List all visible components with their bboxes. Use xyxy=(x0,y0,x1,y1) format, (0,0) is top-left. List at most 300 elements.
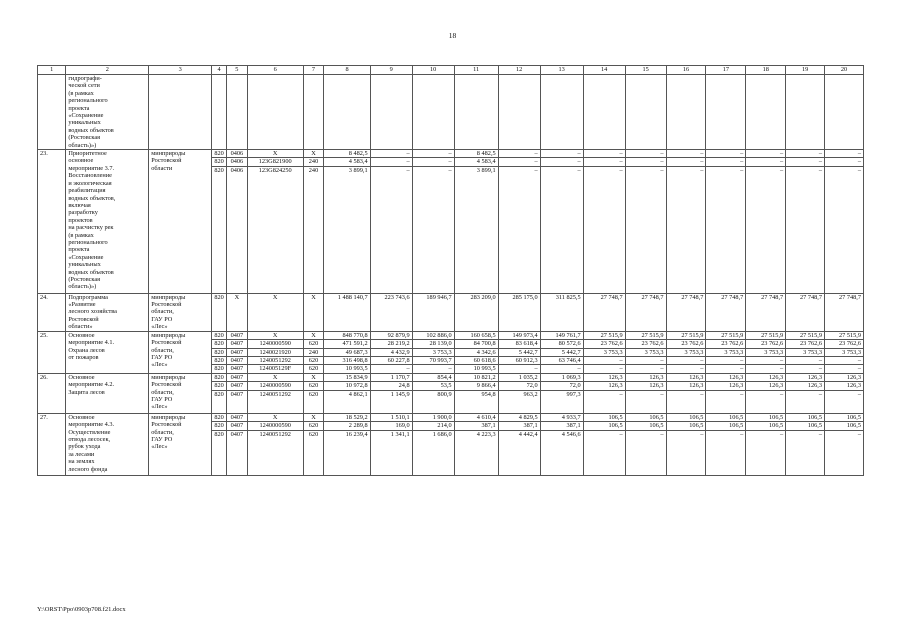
value-cell: – xyxy=(498,150,540,158)
value-cell: 0407 xyxy=(226,422,247,430)
value-cell: 1 170,7 xyxy=(370,373,412,381)
footer-file-path: Y:\ORST\Ppo\0903p708.f21.docx xyxy=(37,606,126,613)
value-cell: – xyxy=(706,390,746,413)
value-cell: 820 xyxy=(212,331,227,339)
value-cell: 126,3 xyxy=(625,382,666,390)
value-cell: 106,5 xyxy=(706,413,746,421)
value-cell: 471 591,2 xyxy=(324,340,370,348)
value-cell: 4 933,7 xyxy=(540,413,583,421)
value-cell: 820 xyxy=(212,382,227,390)
value-cell: 1240051292 xyxy=(247,356,303,364)
header-cell: 17 xyxy=(706,66,746,75)
value-cell: 1 686,0 xyxy=(412,430,454,475)
header-cell: 12 xyxy=(498,66,540,75)
value-cell: 4 546,6 xyxy=(540,430,583,475)
empty-cell xyxy=(825,75,864,150)
value-cell: 620 xyxy=(303,340,324,348)
value-cell: 28 139,0 xyxy=(412,340,454,348)
value-cell: – xyxy=(370,365,412,373)
value-cell: – xyxy=(412,365,454,373)
value-cell: 160 658,5 xyxy=(454,331,498,339)
empty-cell xyxy=(226,75,247,150)
value-cell: 126,3 xyxy=(583,382,625,390)
value-cell: 620 xyxy=(303,422,324,430)
value-cell: 23 762,6 xyxy=(786,340,825,348)
value-cell: 23 762,6 xyxy=(625,340,666,348)
value-cell: 240 xyxy=(303,158,324,166)
value-cell: – xyxy=(786,166,825,293)
value-cell: 106,5 xyxy=(825,422,864,430)
value-cell: 106,5 xyxy=(666,422,706,430)
value-cell: – xyxy=(666,166,706,293)
empty-cell xyxy=(666,75,706,150)
value-cell: – xyxy=(825,356,864,364)
value-cell: – xyxy=(666,356,706,364)
value-cell: – xyxy=(370,158,412,166)
value-cell: 72,0 xyxy=(498,382,540,390)
value-cell: 1 510,1 xyxy=(370,413,412,421)
value-cell: 27 748,7 xyxy=(746,293,786,331)
value-cell: – xyxy=(498,365,540,373)
table-row xyxy=(38,75,864,150)
value-cell: 240 xyxy=(303,166,324,293)
value-cell: 23 762,6 xyxy=(706,340,746,348)
row-number-cell: 26. xyxy=(38,373,66,413)
value-cell: 820 xyxy=(212,356,227,364)
value-cell: 3 753,3 xyxy=(583,348,625,356)
value-cell: – xyxy=(625,356,666,364)
value-cell: 102 886,0 xyxy=(412,331,454,339)
row-number-cell: 27. xyxy=(38,413,66,475)
value-cell: 106,5 xyxy=(746,422,786,430)
value-cell: 0407 xyxy=(226,382,247,390)
value-cell: – xyxy=(825,150,864,158)
value-cell: 820 xyxy=(212,340,227,348)
value-cell: 1 488 140,7 xyxy=(324,293,370,331)
value-cell: 4 342,6 xyxy=(454,348,498,356)
row-number-cell: 25. xyxy=(38,331,66,373)
value-cell: 620 xyxy=(303,430,324,475)
table-row xyxy=(38,331,864,339)
executor-cell: минприроды Ростовской области, ГАУ РО «Лес» xyxy=(149,413,212,475)
value-cell: – xyxy=(666,150,706,158)
value-cell: 149 973,4 xyxy=(498,331,540,339)
activity-name-cell: Основное мероприятие 4.2. Защита лесов xyxy=(66,373,149,413)
value-cell: – xyxy=(625,158,666,166)
value-cell: 1 145,9 xyxy=(370,390,412,413)
value-cell: 285 175,0 xyxy=(498,293,540,331)
value-cell: – xyxy=(666,158,706,166)
activity-name-cell: Основное мероприятие 4.3. Осуществление отвода лесосек, рубок ухода за лесами на землях лесного фонда xyxy=(66,413,149,475)
value-cell: 1240051292 xyxy=(247,430,303,475)
value-cell: 223 743,6 xyxy=(370,293,412,331)
activity-name-cell: Приоритетное основное мероприятие 3.7. Восстановление и экологическая реабилитация водных объектов, включая разработку проектов на расчистку рек (в рамках регионального проекта «Сохранение уникальных водных объектов (Ростовская область)») xyxy=(66,150,149,294)
value-cell: 126,3 xyxy=(666,382,706,390)
value-cell: – xyxy=(666,365,706,373)
table-row xyxy=(38,293,864,331)
value-cell: 1240000590 xyxy=(247,340,303,348)
value-cell: 124005129F xyxy=(247,365,303,373)
value-cell: 1 900,0 xyxy=(412,413,454,421)
value-cell: – xyxy=(786,390,825,413)
value-cell: 60 618,6 xyxy=(454,356,498,364)
value-cell: – xyxy=(625,150,666,158)
value-cell: 0406 xyxy=(226,166,247,293)
value-cell: – xyxy=(583,390,625,413)
value-cell: 80 572,6 xyxy=(540,340,583,348)
value-cell: 28 219,2 xyxy=(370,340,412,348)
value-cell: 4 829,5 xyxy=(498,413,540,421)
value-cell: 49 687,3 xyxy=(324,348,370,356)
value-cell: – xyxy=(540,158,583,166)
value-cell: 820 xyxy=(212,413,227,421)
value-cell: 820 xyxy=(212,348,227,356)
header-cell: 9 xyxy=(370,66,412,75)
value-cell: Х xyxy=(247,293,303,331)
value-cell: 3 753,3 xyxy=(746,348,786,356)
value-cell: 5 442,7 xyxy=(540,348,583,356)
executor-cell: минприроды Ростовской области xyxy=(149,150,212,294)
value-cell: 60 912,3 xyxy=(498,356,540,364)
value-cell: 0407 xyxy=(226,413,247,421)
header-cell: 4 xyxy=(212,66,227,75)
value-cell: 4 583,4 xyxy=(454,158,498,166)
empty-cell xyxy=(706,75,746,150)
value-cell: – xyxy=(746,430,786,475)
header-cell: 7 xyxy=(303,66,324,75)
header-cell: 15 xyxy=(625,66,666,75)
table-row xyxy=(38,413,864,421)
value-cell: 63 746,4 xyxy=(540,356,583,364)
value-cell: 4 442,4 xyxy=(498,430,540,475)
header-cell: 3 xyxy=(149,66,212,75)
value-cell: 106,5 xyxy=(706,422,746,430)
value-cell: – xyxy=(786,158,825,166)
value-cell: 27 748,7 xyxy=(583,293,625,331)
value-cell: Х xyxy=(303,331,324,339)
value-cell: 800,9 xyxy=(412,390,454,413)
value-cell: 1240000590 xyxy=(247,382,303,390)
value-cell: – xyxy=(498,158,540,166)
value-cell: – xyxy=(746,158,786,166)
value-cell: 27 748,7 xyxy=(706,293,746,331)
value-cell: 126,3 xyxy=(706,382,746,390)
value-cell: 620 xyxy=(303,356,324,364)
empty-cell xyxy=(149,75,212,150)
header-cell: 10 xyxy=(412,66,454,75)
value-cell: Х xyxy=(303,150,324,158)
value-cell: – xyxy=(412,166,454,293)
value-cell: 3 899,1 xyxy=(454,166,498,293)
value-cell: – xyxy=(706,356,746,364)
value-cell: 1240000590 xyxy=(247,422,303,430)
header-cell: 1 xyxy=(38,66,66,75)
value-cell: – xyxy=(825,365,864,373)
value-cell: – xyxy=(746,150,786,158)
value-cell: 0407 xyxy=(226,390,247,413)
value-cell: – xyxy=(498,166,540,293)
value-cell: 3 753,3 xyxy=(825,348,864,356)
value-cell: 126,3 xyxy=(825,382,864,390)
value-cell: 3 753,3 xyxy=(666,348,706,356)
value-cell: 1 069,3 xyxy=(540,373,583,381)
value-cell: 27 748,7 xyxy=(825,293,864,331)
value-cell: 387,1 xyxy=(454,422,498,430)
header-cell: 13 xyxy=(540,66,583,75)
value-cell: 23 762,6 xyxy=(666,340,706,348)
value-cell: – xyxy=(706,166,746,293)
value-cell: 283 209,0 xyxy=(454,293,498,331)
value-cell: 10 972,8 xyxy=(324,382,370,390)
empty-cell xyxy=(247,75,303,150)
value-cell: – xyxy=(786,365,825,373)
value-cell: 0407 xyxy=(226,340,247,348)
value-cell: – xyxy=(625,365,666,373)
value-cell: – xyxy=(625,430,666,475)
value-cell: 820 xyxy=(212,422,227,430)
value-cell: 820 xyxy=(212,373,227,381)
empty-cell xyxy=(625,75,666,150)
value-cell: 820 xyxy=(212,166,227,293)
value-cell: – xyxy=(583,430,625,475)
value-cell: 0407 xyxy=(226,430,247,475)
empty-cell xyxy=(324,75,370,150)
value-cell: 27 515,9 xyxy=(666,331,706,339)
header-cell: 8 xyxy=(324,66,370,75)
value-cell: 0407 xyxy=(226,331,247,339)
value-cell: – xyxy=(370,150,412,158)
value-cell: 126,3 xyxy=(625,373,666,381)
value-cell: 60 227,8 xyxy=(370,356,412,364)
value-cell: 0406 xyxy=(226,150,247,158)
value-cell: – xyxy=(825,430,864,475)
value-cell: 620 xyxy=(303,365,324,373)
value-cell: 0407 xyxy=(226,365,247,373)
value-cell: 27 748,7 xyxy=(786,293,825,331)
value-cell: 149 761,7 xyxy=(540,331,583,339)
value-cell: 106,5 xyxy=(666,413,706,421)
empty-cell xyxy=(303,75,324,150)
empty-cell xyxy=(370,75,412,150)
value-cell: 4 862,1 xyxy=(324,390,370,413)
value-cell: 23 762,6 xyxy=(746,340,786,348)
value-cell: 23 762,6 xyxy=(583,340,625,348)
value-cell: 27 748,7 xyxy=(625,293,666,331)
row-number-cell: 23. xyxy=(38,150,66,294)
value-cell: Х xyxy=(247,150,303,158)
value-cell: – xyxy=(540,150,583,158)
value-cell: 1 035,2 xyxy=(498,373,540,381)
value-cell: 123G821900 xyxy=(247,158,303,166)
value-cell: 106,5 xyxy=(746,413,786,421)
value-cell: – xyxy=(625,390,666,413)
value-cell: Х xyxy=(303,373,324,381)
value-cell: 123G824250 xyxy=(247,166,303,293)
value-cell: 963,2 xyxy=(498,390,540,413)
value-cell: – xyxy=(746,166,786,293)
header-cell: 16 xyxy=(666,66,706,75)
empty-cell xyxy=(786,75,825,150)
value-cell: 9 866,4 xyxy=(454,382,498,390)
value-cell: 387,1 xyxy=(540,422,583,430)
value-cell: 27 748,7 xyxy=(666,293,706,331)
empty-cell xyxy=(498,75,540,150)
value-cell: – xyxy=(583,365,625,373)
value-cell: – xyxy=(625,166,666,293)
header-cell: 18 xyxy=(746,66,786,75)
empty-cell xyxy=(746,75,786,150)
value-cell: 1240021920 xyxy=(247,348,303,356)
empty-cell xyxy=(583,75,625,150)
value-cell: 5 442,7 xyxy=(498,348,540,356)
value-cell: 23 762,6 xyxy=(825,340,864,348)
value-cell: – xyxy=(666,430,706,475)
value-cell: 126,3 xyxy=(706,373,746,381)
empty-cell xyxy=(212,75,227,150)
value-cell: 820 xyxy=(212,150,227,158)
value-cell: 106,5 xyxy=(625,413,666,421)
value-cell: 18 529,2 xyxy=(324,413,370,421)
value-cell: 954,8 xyxy=(454,390,498,413)
value-cell: 3 753,3 xyxy=(625,348,666,356)
value-cell: 0407 xyxy=(226,348,247,356)
budget-table xyxy=(37,65,864,476)
value-cell: 240 xyxy=(303,348,324,356)
value-cell: 10 993,5 xyxy=(454,365,498,373)
value-cell: – xyxy=(412,158,454,166)
value-cell: 820 xyxy=(212,293,227,331)
value-cell: Х xyxy=(303,413,324,421)
value-cell: 126,3 xyxy=(786,373,825,381)
executor-cell: минприроды Ростовской области, ГАУ РО «Лес» xyxy=(149,331,212,373)
value-cell: – xyxy=(540,166,583,293)
value-cell: 24,8 xyxy=(370,382,412,390)
value-cell: 311 825,5 xyxy=(540,293,583,331)
value-cell: 27 515,9 xyxy=(786,331,825,339)
value-cell: – xyxy=(786,430,825,475)
value-cell: 15 834,9 xyxy=(324,373,370,381)
value-cell: – xyxy=(706,150,746,158)
value-cell: Х xyxy=(226,293,247,331)
value-cell: 27 515,9 xyxy=(583,331,625,339)
value-cell: 10 993,5 xyxy=(324,365,370,373)
value-cell: 106,5 xyxy=(583,413,625,421)
value-cell: Х xyxy=(247,413,303,421)
activity-name-cell: гидрографи- ческой сети (в рамках регионального проекта «Сохранение уникальных водных объектов (Ростовская область)») xyxy=(66,75,149,150)
value-cell: – xyxy=(583,150,625,158)
value-cell: 27 515,9 xyxy=(825,331,864,339)
value-cell: 997,3 xyxy=(540,390,583,413)
activity-name-cell: Основное мероприятие 4.1. Охрана лесов от пожаров xyxy=(66,331,149,373)
value-cell: 4 610,4 xyxy=(454,413,498,421)
value-cell: 126,3 xyxy=(825,373,864,381)
value-cell: 387,1 xyxy=(498,422,540,430)
value-cell: 126,3 xyxy=(746,382,786,390)
value-cell: 0407 xyxy=(226,373,247,381)
value-cell: 53,5 xyxy=(412,382,454,390)
value-cell: 0407 xyxy=(226,356,247,364)
value-cell: 4 223,3 xyxy=(454,430,498,475)
executor-cell: минприроды Ростовской области, ГАУ РО «Лес» xyxy=(149,293,212,331)
value-cell: 106,5 xyxy=(786,413,825,421)
value-cell: Х xyxy=(247,373,303,381)
value-cell: 1240051292 xyxy=(247,390,303,413)
value-cell: – xyxy=(706,365,746,373)
value-cell: 3 753,3 xyxy=(706,348,746,356)
value-cell: 8 482,5 xyxy=(454,150,498,158)
header-cell: 2 xyxy=(66,66,149,75)
value-cell: 820 xyxy=(212,365,227,373)
header-cell: 6 xyxy=(247,66,303,75)
value-cell: 27 515,9 xyxy=(706,331,746,339)
value-cell: 10 821,2 xyxy=(454,373,498,381)
activity-name-cell: Подпрограмма «Развитие лесного хозяйства Ростовской области» xyxy=(66,293,149,331)
header-cell: 11 xyxy=(454,66,498,75)
value-cell: 106,5 xyxy=(825,413,864,421)
value-cell: 126,3 xyxy=(746,373,786,381)
value-cell: Х xyxy=(303,293,324,331)
value-cell: 106,5 xyxy=(583,422,625,430)
value-cell: – xyxy=(370,166,412,293)
value-cell: – xyxy=(583,356,625,364)
value-cell: 27 515,9 xyxy=(746,331,786,339)
value-cell: – xyxy=(786,356,825,364)
value-cell: – xyxy=(786,150,825,158)
value-cell: – xyxy=(666,390,706,413)
value-cell: 620 xyxy=(303,382,324,390)
value-cell: – xyxy=(746,356,786,364)
header-cell: 5 xyxy=(226,66,247,75)
value-cell: 126,3 xyxy=(583,373,625,381)
value-cell: – xyxy=(825,158,864,166)
value-cell: 854,4 xyxy=(412,373,454,381)
value-cell: 8 482,5 xyxy=(324,150,370,158)
value-cell: 126,3 xyxy=(786,382,825,390)
value-cell: 3 753,3 xyxy=(786,348,825,356)
value-cell: – xyxy=(706,158,746,166)
value-cell: 70 993,7 xyxy=(412,356,454,364)
value-cell: 106,5 xyxy=(625,422,666,430)
table-row xyxy=(38,150,864,158)
value-cell: 126,3 xyxy=(666,373,706,381)
empty-cell xyxy=(38,75,66,150)
empty-cell xyxy=(412,75,454,150)
value-cell: 820 xyxy=(212,390,227,413)
value-cell: 848 770,8 xyxy=(324,331,370,339)
value-cell: – xyxy=(583,158,625,166)
value-cell: 27 515,9 xyxy=(625,331,666,339)
value-cell: – xyxy=(540,365,583,373)
empty-cell xyxy=(454,75,498,150)
row-number-cell: 24. xyxy=(38,293,66,331)
value-cell: – xyxy=(706,430,746,475)
value-cell: 4 583,4 xyxy=(324,158,370,166)
value-cell: 189 946,7 xyxy=(412,293,454,331)
value-cell: – xyxy=(825,390,864,413)
value-cell: 820 xyxy=(212,158,227,166)
empty-cell xyxy=(540,75,583,150)
value-cell: 316 498,8 xyxy=(324,356,370,364)
value-cell: 820 xyxy=(212,430,227,475)
value-cell: – xyxy=(583,166,625,293)
value-cell: – xyxy=(825,166,864,293)
value-cell: – xyxy=(746,390,786,413)
value-cell: 214,0 xyxy=(412,422,454,430)
value-cell: 169,0 xyxy=(370,422,412,430)
header-cell: 14 xyxy=(583,66,625,75)
value-cell: 92 879,9 xyxy=(370,331,412,339)
value-cell: Х xyxy=(247,331,303,339)
